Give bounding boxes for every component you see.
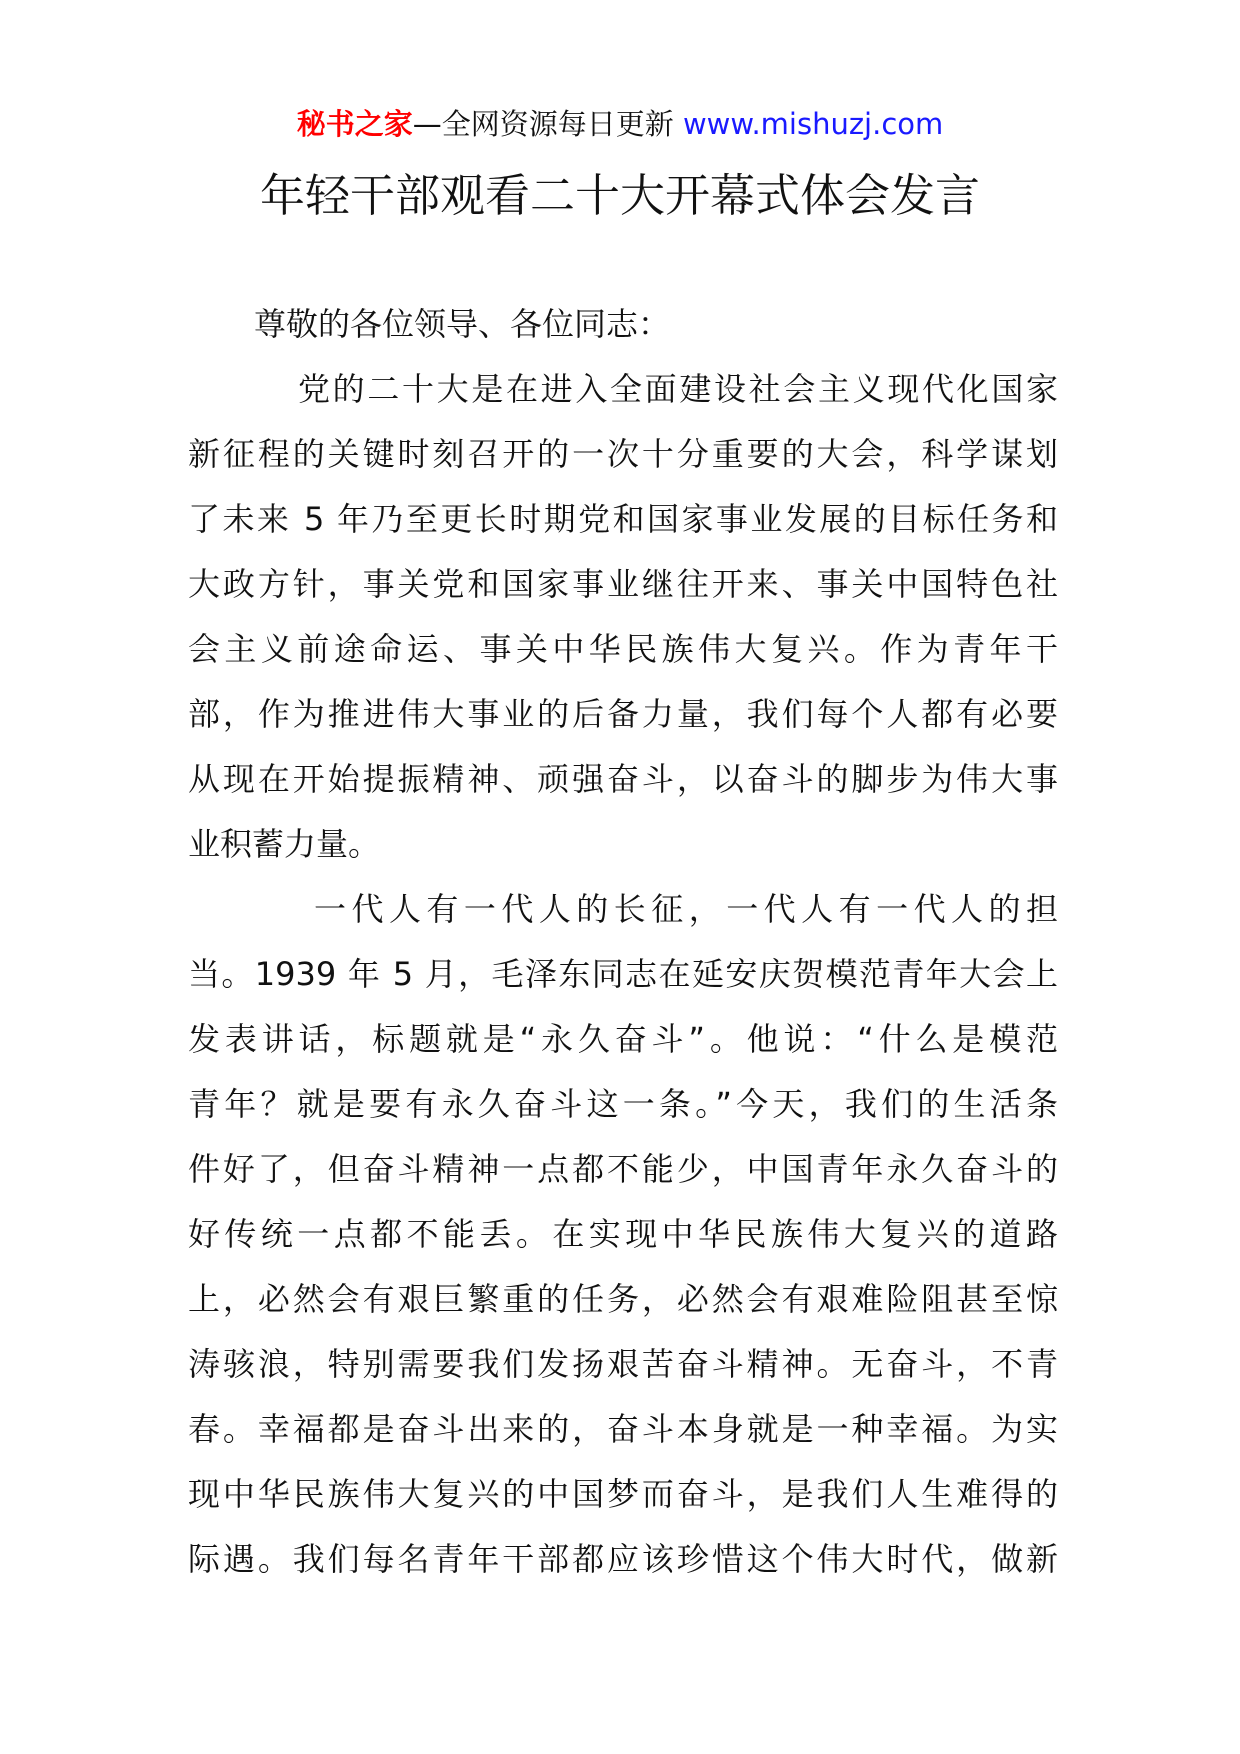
paragraph-line: 春。幸福都是奋斗出来的，奋斗本身就是一种幸福。为实 <box>188 1410 1058 1448</box>
paragraph-line: 现中华民族伟大复兴的中国梦而奋斗，是我们人生难得的 <box>188 1475 1058 1513</box>
paragraph-line: 际遇。我们每名青年干部都应该珍惜这个伟大时代，做新 <box>188 1540 1058 1578</box>
document-body <box>188 292 1058 1592</box>
paragraph-line: 上，必然会有艰巨繁重的任务，必然会有艰难险阻甚至惊 <box>188 1280 1058 1318</box>
paragraph-line: 件好了，但奋斗精神一点都不能少，中国青年永久奋斗的 <box>188 1150 1058 1188</box>
site-url-link[interactable]: www.mishuzj.com <box>682 107 944 141</box>
site-brand: 秘书之家 <box>296 107 413 141</box>
paragraph-line: 了未来 5 年乃至更长时期党和国家事业发展的目标任务和 <box>188 500 1058 538</box>
paragraph-line: 新征程的关键时刻召开的一次十分重要的大会，科学谋划 <box>188 435 1058 473</box>
paragraph-line: 当。1939 年 5 月，毛泽东同志在延安庆贺模范青年大会上 <box>188 955 1058 993</box>
paragraph-line: 大政方针，事关党和国家事业继往开来、事关中国特色社 <box>188 565 1058 603</box>
salutation: 尊敬的各位领导、各位同志： <box>254 305 671 343</box>
paragraph-1 <box>188 357 1058 877</box>
document-title: 年轻干部观看二十大开幕式体会发言 <box>259 169 980 222</box>
paragraph-line: 涛骇浪，特别需要我们发扬艰苦奋斗精神。无奋斗，不青 <box>188 1345 1058 1383</box>
paragraph-line: 业积蓄力量。 <box>188 825 381 863</box>
site-slogan: —全网资源每日更新 <box>412 107 683 141</box>
paragraph-line: 会主义前途命运、事关中华民族伟大复兴。作为青年干 <box>188 630 1058 668</box>
paragraph-line: 从现在开始提振精神、顽强奋斗，以奋斗的脚步为伟大事 <box>188 760 1058 798</box>
paragraph-2 <box>188 877 1058 1592</box>
paragraph-line: 党的二十大是在进入全面建设社会主义现代化国家 <box>298 370 1058 408</box>
paragraph-line: 好传统一点都不能丢。在实现中华民族伟大复兴的道路 <box>188 1215 1058 1253</box>
paragraph-line: 一代人有一代人的长征，一代人有一代人的担 <box>314 890 1058 928</box>
paragraph-line: 部，作为推进伟大事业的后备力量，我们每个人都有必要 <box>188 695 1058 733</box>
paragraph-line: 发表讲话，标题就是“永久奋斗”。他说：“什么是模范 <box>188 1020 1058 1058</box>
paragraph-line: 青年？就是要有永久奋斗这一条。”今天，我们的生活条 <box>188 1085 1058 1123</box>
site-header <box>0 104 1240 144</box>
